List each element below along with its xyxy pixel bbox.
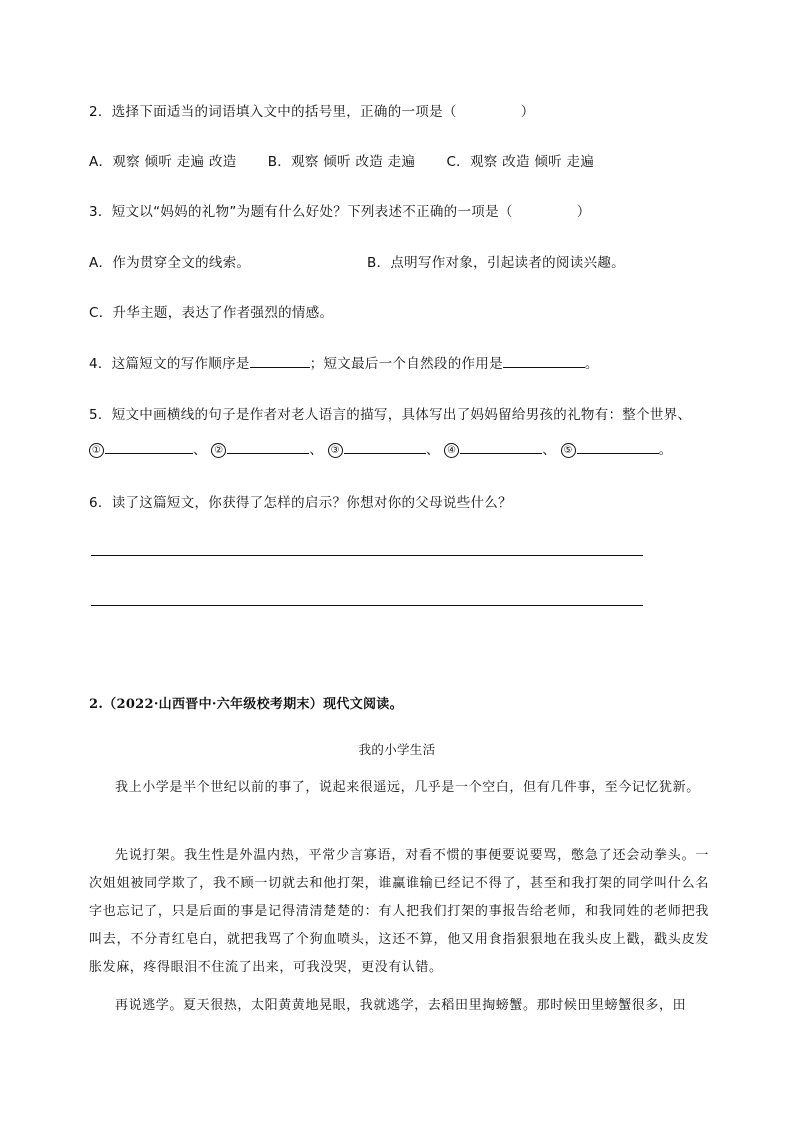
q2-options xyxy=(89,150,594,170)
q2-option-a: A．观察 倾听 走遍 改造 xyxy=(89,154,237,170)
q5-blank-2[interactable] xyxy=(227,453,309,454)
q4-blank-order[interactable] xyxy=(250,367,310,368)
q5-blank-4[interactable] xyxy=(460,453,542,454)
passage-paragraph-3: 再说逃学。夏天很热，太阳黄黄地晃眼，我就逃学，去稻田里掏螃蟹。那时候田里螃蟹很多，田 xyxy=(115,998,687,1013)
q3-option-c: C．升华主题，表达了作者强烈的情感。 xyxy=(89,305,334,321)
q4-stem: 4．这篇短文的写作顺序是 ；短文最后一个自然段的作用是 。 xyxy=(89,356,599,372)
section-heading: 2.（2022·山西晋中·六年级校考期末）现代文阅读。 xyxy=(89,697,403,712)
q6-answer-line-1[interactable] xyxy=(91,555,643,556)
q3-option-a: A．作为贯穿全文的线索。 xyxy=(89,255,251,271)
q5-blank-1[interactable] xyxy=(105,453,193,454)
q5-num-2: ② xyxy=(211,443,226,458)
q2-stem: 2．选择下面适当的词语填入文中的括号里，正确的一项是（ ） xyxy=(89,104,535,120)
q5-blanks: ① 、 ② 、 ③ 、 ④ 、 ⑤ 。 xyxy=(89,438,672,458)
q5-blank-3[interactable] xyxy=(344,453,426,454)
q5-num-3: ③ xyxy=(328,443,343,458)
q3-option-b: B．点明写作对象，引起读者的阅读兴趣。 xyxy=(367,255,625,271)
q4-blank-role[interactable] xyxy=(503,367,585,368)
q3-stem: 3．短文以“妈妈的礼物”为题有什么好处？下列表述不正确的一项是（ ） xyxy=(89,204,591,220)
q6-stem: 6．读了这篇短文，你获得了怎样的启示？你想对你的父母说些什么？ xyxy=(89,495,512,511)
q2-option-c: C．观察 改造 倾听 走遍 xyxy=(446,154,595,170)
q5-num-5: ⑤ xyxy=(561,443,576,458)
q6-answer-line-2[interactable] xyxy=(91,605,643,606)
q2-option-b: B．观察 倾听 改造 走遍 xyxy=(267,154,416,170)
q5-stem: 5．短文中画横线的句子是作者对老人语言的描写，具体写出了妈妈留给男孩的礼物有：整个世界、 xyxy=(89,407,692,423)
q5-num-1: ① xyxy=(89,443,104,458)
passage-paragraph-2: 先说打架。我生性是外温内热，平常少言寡语，对看不惯的事便要说要骂，憋急了还会动拳头。一次姐姐被同学欺了，我不顾一切就去和他打架，谁赢谁输已经记不得了，甚至和我打架的同学叫什么名字也忘记了，只是后面的事是记得清清楚楚的：有人把我们打架的事报告给老师，和我同姓的老师把我叫去，不分青红皂白，就把我骂了个狗血喷头，这还不算，他又用食指狠狠地在我头皮上戳，戳头皮发胀发麻，疼得眼泪不住流了出来，可我没哭，更没有认错。 xyxy=(89,848,709,975)
passage-paragraph-1: 我上小学是半个世纪以前的事了，说起来很遥远，几乎是一个空白，但有几件事，至今记忆犹新。 xyxy=(115,780,700,795)
q5-blank-5[interactable] xyxy=(577,453,659,454)
q5-num-4: ④ xyxy=(444,443,459,458)
passage-title: 我的小学生活 xyxy=(358,742,436,757)
